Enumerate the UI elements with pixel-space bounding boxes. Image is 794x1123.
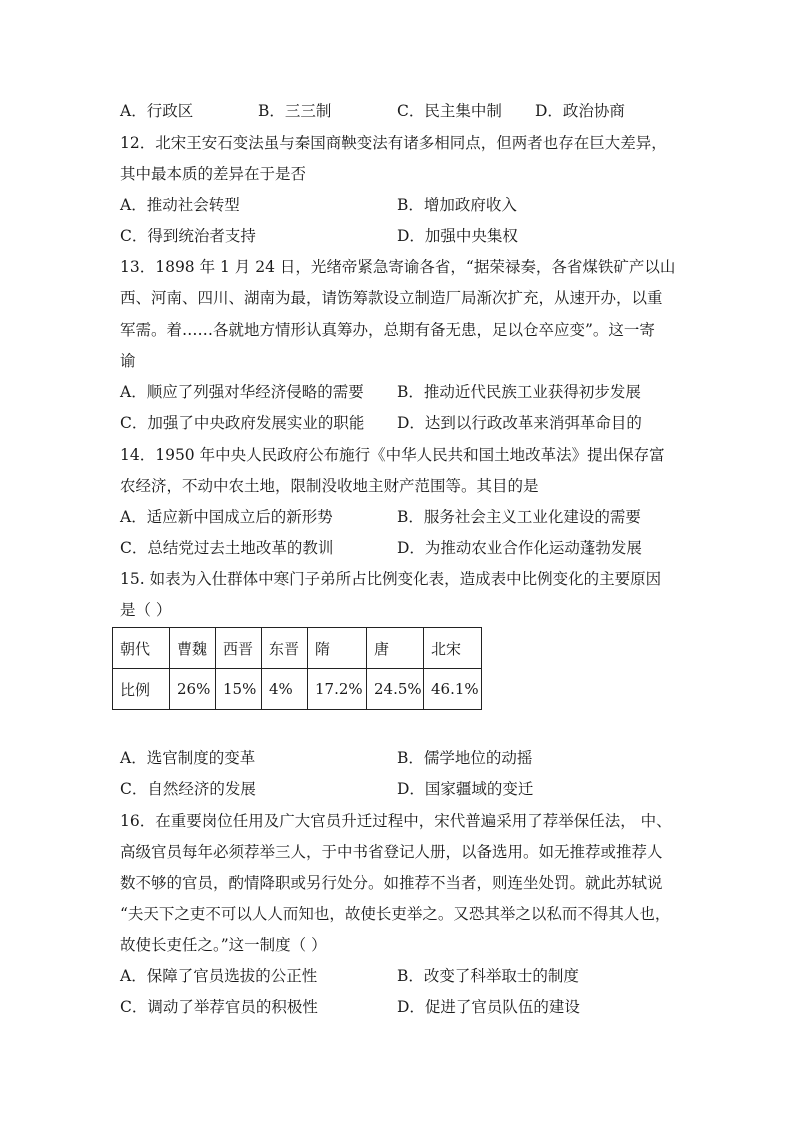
table-cell: 46.1% — [424, 669, 482, 710]
table-cell: 24.5% — [367, 669, 424, 710]
question-stem-line: 西、河南、四川、湖南为最，请饬筹款设立制造厂局渐次扩充，从速开办，以重 — [120, 289, 663, 307]
table-cell: 唐 — [367, 628, 424, 669]
option-a[interactable]: A．选官制度的变革 — [120, 749, 256, 767]
question-stem-line: 16．在重要岗位任用及广大官员升迁过程中，宋代普遍采用了荐举保任法， 中、 — [120, 812, 672, 830]
option-b[interactable]: B．儒学地位的动摇 — [397, 749, 533, 767]
ratio-table — [112, 627, 482, 710]
table-cell: 4% — [262, 669, 308, 710]
option-a[interactable]: A．顺应了列强对华经济侵略的需要 — [120, 383, 364, 401]
option-d[interactable]: D．为推动农业合作化运动蓬勃发展 — [397, 539, 642, 557]
table-cell: 26% — [170, 669, 216, 710]
option-d[interactable]: D．加强中央集权 — [397, 227, 518, 245]
option-b[interactable]: B．三三制 — [258, 102, 332, 120]
table-cell: 北宋 — [424, 628, 482, 669]
question-stem-line: 14．1950 年中央人民政府公布施行《中华人民共和国土地改革法》提出保存富 — [120, 446, 665, 464]
option-a[interactable]: A．推动社会转型 — [120, 196, 240, 214]
table-cell: 朝代 — [113, 628, 170, 669]
question-stem-line: 数不够的官员，酌情降职或另行处分。如推荐不当者，则连坐处罚。就此苏轼说 — [120, 874, 663, 892]
option-b[interactable]: B．增加政府收入 — [397, 196, 517, 214]
question-stem-line: 12．北宋王安石变法虽与秦国商鞅变法有诸多相同点，但两者也存在巨大差异， — [120, 134, 667, 152]
option-a[interactable]: A．保障了官员选拔的公正性 — [120, 967, 318, 985]
option-d[interactable]: D．促进了官员队伍的建设 — [397, 998, 580, 1016]
option-a[interactable]: A．行政区 — [120, 102, 194, 120]
question-stem-line: 13．1898 年 1 月 24 日，光绪帝紧急寄谕各省，“据荣禄奏，各省煤铁矿产以山 — [120, 258, 676, 276]
option-c[interactable]: C．得到统治者支持 — [120, 227, 256, 245]
option-c[interactable]: C．总结党过去土地改革的教训 — [120, 539, 334, 557]
option-c[interactable]: C．调动了举荐官员的积极性 — [120, 998, 318, 1016]
question-stem-line: 高级官员每年必须荐举三人，于中书省登记人册，以备选用。如无推荐或推荐人 — [120, 843, 663, 861]
table-row — [113, 669, 482, 710]
table-cell: 隋 — [308, 628, 367, 669]
option-b[interactable]: B．改变了科举取士的制度 — [397, 967, 579, 985]
option-d[interactable]: D．达到以行政改革来消弭革命目的 — [397, 414, 642, 432]
question-stem-line: 故使长吏任之。”这一制度（ ） — [120, 936, 327, 954]
question-stem-line: “夫天下之吏不可以人人而知也，故使长吏举之。又恐其举之以私而不得其人也， — [120, 905, 671, 923]
table-cell: 15% — [216, 669, 262, 710]
question-stem-line: 是（ ） — [120, 601, 172, 619]
question-stem-line: 农经济，不动中农土地，限制没收地主财产范围等。其目的是 — [120, 477, 539, 495]
table-cell: 西晋 — [216, 628, 262, 669]
table-cell: 17.2% — [308, 669, 367, 710]
option-c[interactable]: C．自然经济的发展 — [120, 780, 256, 798]
table-header-row — [113, 628, 482, 669]
option-b[interactable]: B．服务社会主义工业化建设的需要 — [397, 508, 641, 526]
option-c[interactable]: C．民主集中制 — [397, 102, 502, 120]
question-stem-line: 其中最本质的差异在于是否 — [120, 165, 307, 183]
option-a[interactable]: A．适应新中国成立后的新形势 — [120, 508, 333, 526]
option-d[interactable]: D．政治协商 — [535, 102, 625, 120]
question-stem-line: 15. 如表为入仕群体中寒门子弟所占比例变化表，造成表中比例变化的主要原因 — [120, 570, 662, 588]
option-c[interactable]: C．加强了中央政府发展实业的职能 — [120, 414, 365, 432]
question-stem-line: 谕 — [120, 352, 136, 370]
question-stem-line: 军需。着……各就地方情形认真筹办，总期有备无患，足以仓卒应变”。这一寄 — [120, 321, 655, 339]
table-cell: 东晋 — [262, 628, 308, 669]
table-cell: 曹魏 — [170, 628, 216, 669]
option-d[interactable]: D．国家疆域的变迁 — [397, 780, 534, 798]
option-b[interactable]: B．推动近代民族工业获得初步发展 — [397, 383, 641, 401]
table-cell: 比例 — [113, 669, 170, 710]
